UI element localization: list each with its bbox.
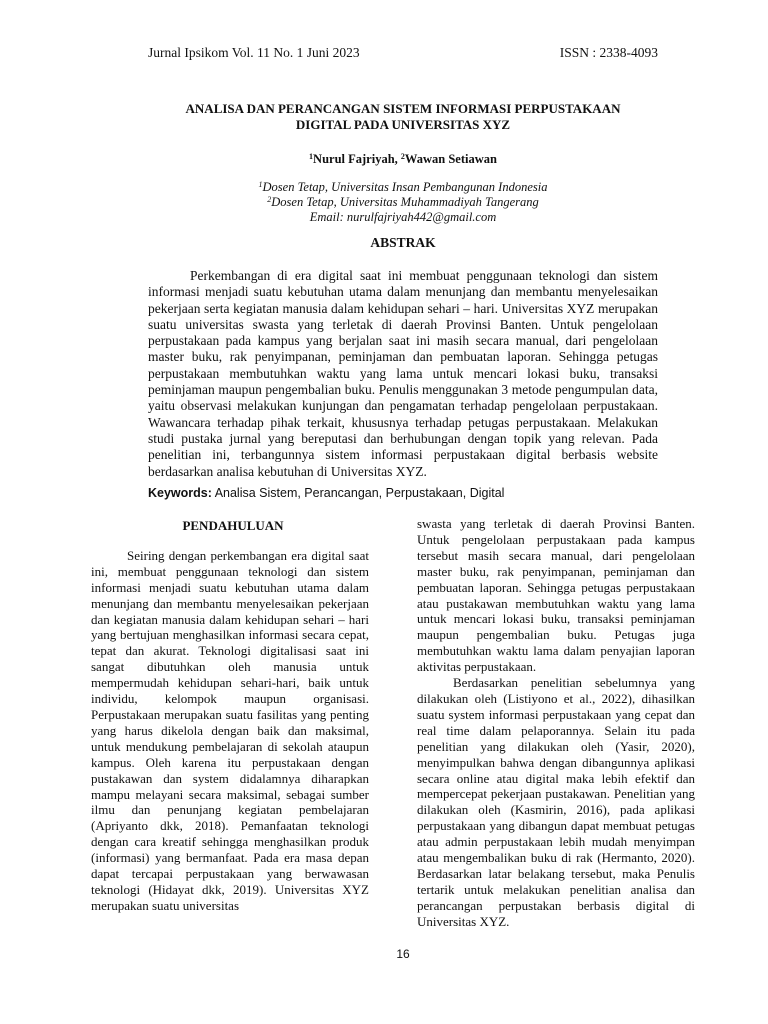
affiliations [100,180,706,225]
affiliation-1 [100,180,706,195]
section-heading-pendahuluan: PENDAHULUAN [182,518,284,533]
abstract-heading: ABSTRAK [370,235,436,250]
affiliation-2 [100,195,706,210]
affiliation-1-text: Dosen Tetap, Universitas Insan Pembangunan Indonesia [262,180,548,194]
title-line-1: ANALISA DAN PERANCANGAN SISTEM INFORMASI PERPUSTAKAAN [185,101,621,116]
author-email: Email: nurulfajriyah442@gmail.com [309,210,497,224]
right-column [417,516,695,930]
affiliation-1-marker: 1 [258,180,263,189]
author-2-marker: 2 [400,152,405,161]
left-column [91,516,369,914]
author-1-marker: 1 [309,152,314,161]
keywords-label: Keywords: [148,486,212,500]
author-1-name: Nurul Fajriyah, [313,152,401,166]
body-paragraph-continued: swasta yang terletak di daerah Provinsi Banten. Untuk pengelolaan perpustakaan pada kampus tersebut masih secara manual, dari pengelolaan master buku, rak penyimpanan, peminjaman dan pembuatan laporan. Sehingga petugas perpustakaan atau pustakawan membutuhkan waktu yang lama untuk mencari lokasi buku, transaksi peminjaman maupun pengembalian buku. Petugas juga membutuhkan waktu lama dalam penyajian laporan aktivitas perpustakaan. [417,516,695,675]
author-list [100,152,706,167]
body-paragraph: Seiring dengan perkembangan era digital saat ini, membuat penggunaan teknologi dan sistem informasi menjadi suatu kebutuhan utama dalam menunjang dan membantu menyelesaikan pekerjaan dan kegiatan manusia dalam kehidupan sehari – hari yang bertujuan menghasilkan informasi secara cepat, tepat dan akurat. Teknologi digitalisasi saat ini sangat dibutuhkan oleh manusia untuk mempermudah kehidupan sehari-hari, baik untuk individu, kelompok maupun organisasi. Perpustakaan merupakan suatu fasilitas yang penting yang harus dikelola dengan baik dan maksimal, untuk mendukung pembelajaran di sekolah ataupun kampus. Oleh karena itu perpustakaan dengan pustakawan dan system didalamnya diharapkan mampu melayani secara maksimal, sebagai sumber ilmu dan penunjang kegiatan pembelajaran (Apriyanto dkk, 2018). Pemanfaatan teknologi dengan cara kreatif sehingga menghasilkan produk (informasi) yang bermanfaat. Pada era masa depan dapat tercapai perpustakaan yang berwawasan teknologi (Hidayat dkk, 2019). Universitas XYZ merupakan suatu universitas [91,547,369,913]
issn-header: ISSN : 2338-4093 [559,45,658,60]
keywords-list: Analisa Sistem, Perancangan, Perpustakaan, Digital [211,486,505,500]
paper-title [100,101,706,133]
page-number: 16 [396,947,410,961]
author-2-name: Wawan Setiawan [404,152,497,166]
abstract-body: Perkembangan di era digital saat ini membuat penggunaan teknologi dan sistem informasi menjadi suatu kebutuhan utama dalam menunjang dan membantu menyelesaikan pekerjaan serta kegiatan manusia dalam kehidupan sehari – hari. Universitas XYZ merupakan suatu universitas swasta yang terletak di daerah Provinsi Banten. Untuk pengelolaan perpustakaan pada kampus yang berjalan saat ini masih secara manual, dari pengelolaan master buku, rak penyimpanan, peminjaman dan pembuatan laporan. Sehingga petugas perpustakaan membutuhkan waktu yang lama untuk mencari lokasi buku, transaksi peminjaman maupun pengembalian buku. Penulis menggunakan 3 metode pengumpulan data, yaitu observasi melakukan kunjungan dan pengamatan terhadap pengelolaan perpustakaan. Wawancara terhadap pihak terkait, khususnya terhadap petugas perpustakaan. Melakukan studi pustaka jurnal yang bereputasi dan berhubungan dengan topik yang relevan. Pada penelitian ini, terbangunnya sistem informasi perpustakaan digital berbasis website berdasarkan analisa kebutuhan di Universitas XYZ. [148,268,658,479]
journal-header: Jurnal Ipsikom Vol. 11 No. 1 Juni 2023 [148,45,360,60]
title-line-2: DIGITAL PADA UNIVERSITAS XYZ [295,117,511,132]
affiliation-2-marker: 2 [267,195,272,204]
body-paragraph: Berdasarkan penelitian sebelumnya yang dilakukan oleh (Listiyono et al., 2022), dihasilkan suatu system informasi perpustakaan yang cepat dan real time dalam pelaporannya. Selain itu pada penelitian yang dilakukan oleh (Yasir, 2020), menyimpulkan bahwa dengan dibangunnya aplikasi secara online atau digital maka lebih efektif dan mempercepat pekerjaan pustakawan. Penelitian yang dilakukan oleh (Kasmirin, 2016), pada aplikasi perpustakaan yang dibangun dapat membuat petugas atau admin perpustakaan lebih mudah menyimpan atau mengembalikan buku di rak (Hermanto, 2020). Berdasarkan latar belakang tersebut, maka Penulis tertarik untuk melakukan penelitian analisa dan perancangan perpustakan berbasis digital di Universitas XYZ. [417,675,695,929]
affiliation-2-text: Dosen Tetap, Universitas Muhammadiyah Tangerang [271,195,539,209]
keywords [148,486,668,500]
